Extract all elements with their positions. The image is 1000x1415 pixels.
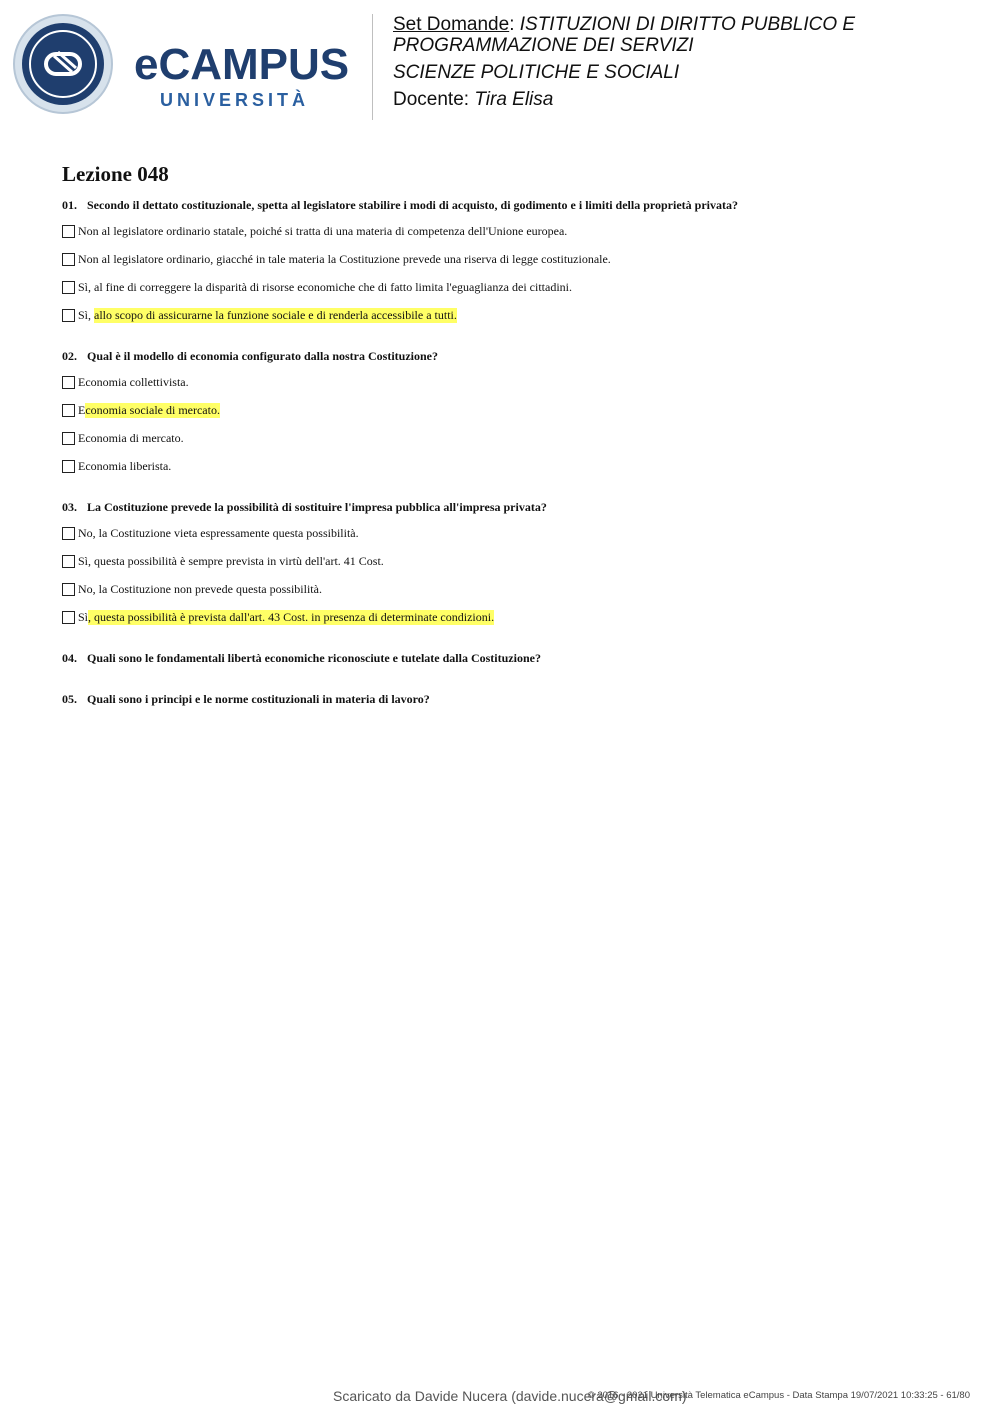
answer-highlight: allo scopo di assicurarne la funzione sociale e di renderla accessibile a tutti. bbox=[94, 308, 457, 322]
lesson-title: Lezione 048 bbox=[62, 162, 169, 186]
download-watermark: Scaricato da Davide Nucera (davide.nucera@gmail.com) bbox=[333, 1388, 687, 1404]
course-title-1: ISTITUZIONI DI DIRITTO PUBBLICO E bbox=[519, 14, 856, 35]
teacher-name: Tira Elisa bbox=[474, 89, 554, 110]
teacher-label: Docente: bbox=[393, 89, 470, 110]
checkbox[interactable] bbox=[62, 253, 75, 266]
question-text: Quali sono le fondamentali libertà economiche riconosciute e tutelate dalla Costituzione? bbox=[87, 651, 541, 665]
header-divider bbox=[372, 14, 373, 120]
question-02 bbox=[62, 349, 438, 364]
question-03 bbox=[62, 500, 547, 515]
course-title-2: PROGRAMMAZIONE DEI SERVIZI bbox=[393, 35, 694, 56]
ecampus-logo bbox=[12, 12, 357, 116]
checkbox[interactable] bbox=[62, 404, 75, 417]
answer-text: Economia di mercato. bbox=[78, 431, 184, 445]
set-label: Set Domande bbox=[393, 14, 510, 35]
answer-text: Sì, questa possibilità è sempre prevista in virtù dell'art. 41 Cost. bbox=[78, 554, 384, 568]
question-04 bbox=[62, 651, 541, 666]
logo-wordmark: eCAMPUS bbox=[134, 40, 350, 89]
answer-option-correct[interactable] bbox=[62, 609, 494, 626]
question-text: Secondo il dettato costituzionale, spetta al legislatore stabilire i modi di acquisto, di godimento e i limiti della proprietà privata? bbox=[87, 198, 738, 212]
checkbox[interactable] bbox=[62, 527, 75, 540]
answer-text: Sì, bbox=[78, 308, 95, 322]
answer-option[interactable] bbox=[62, 525, 359, 542]
checkbox[interactable] bbox=[62, 376, 75, 389]
question-number: 01. bbox=[62, 198, 77, 212]
question-text: Qual è il modello di economia configurato dalla nostra Costituzione? bbox=[87, 349, 438, 363]
checkbox[interactable] bbox=[62, 281, 75, 294]
answer-text: No, la Costituzione vieta espressamente questa possibilità. bbox=[78, 526, 359, 540]
teacher-line bbox=[393, 89, 983, 110]
answer-text: No, la Costituzione non prevede questa possibilità. bbox=[78, 582, 322, 596]
answer-option-correct[interactable] bbox=[62, 402, 220, 419]
answer-text: E bbox=[78, 403, 86, 417]
answer-highlight: , questa possibilità è prevista dall'art. 43 Cost. in presenza di determinate condizioni. bbox=[88, 610, 495, 624]
checkbox[interactable] bbox=[62, 225, 75, 238]
checkbox[interactable] bbox=[62, 555, 75, 568]
course-line-1: Set Domande: ISTITUZIONI DI DIRITTO PUBBLICO E bbox=[393, 14, 856, 35]
checkbox[interactable] bbox=[62, 460, 75, 473]
answer-text: Sì bbox=[78, 610, 89, 624]
question-01 bbox=[62, 198, 738, 213]
answer-text: Economia liberista. bbox=[78, 459, 172, 473]
question-text: La Costituzione prevede la possibilità di sostituire l'impresa pubblica all'impresa privata? bbox=[87, 500, 547, 514]
answer-option[interactable] bbox=[62, 374, 189, 391]
checkbox[interactable] bbox=[62, 432, 75, 445]
answer-option[interactable] bbox=[62, 430, 184, 447]
logo-subtext: UNIVERSITÀ bbox=[160, 90, 310, 110]
question-text: Quali sono i principi e le norme costituzionali in materia di lavoro? bbox=[87, 692, 430, 706]
answer-option[interactable] bbox=[62, 458, 171, 475]
answer-option-correct[interactable] bbox=[62, 307, 457, 324]
answer-option[interactable] bbox=[62, 251, 611, 268]
answer-option[interactable] bbox=[62, 581, 322, 598]
answer-option[interactable] bbox=[62, 553, 384, 570]
answer-highlight: conomia sociale di mercato. bbox=[85, 403, 220, 417]
checkbox[interactable] bbox=[62, 583, 75, 596]
question-number: 03. bbox=[62, 500, 77, 514]
answer-option[interactable] bbox=[62, 223, 567, 240]
answer-option[interactable] bbox=[62, 279, 572, 296]
answer-text: Non al legislatore ordinario, giacché in tale materia la Costituzione prevede una riserva di legge costituzionale. bbox=[78, 252, 611, 266]
question-number: 02. bbox=[62, 349, 77, 363]
answer-text: Sì, al fine di correggere la disparità di risorse economiche che di fatto limita l'eguaglianza dei cittadini. bbox=[78, 280, 572, 294]
question-number: 04. bbox=[62, 651, 77, 665]
answer-text: Economia collettivista. bbox=[78, 375, 189, 389]
question-number: 05. bbox=[62, 692, 77, 706]
checkbox[interactable] bbox=[62, 309, 75, 322]
question-05 bbox=[62, 692, 430, 707]
print-info: © 2016 - 2021 Università Telematica eCampus - Data Stampa 19/07/2021 10:33:25 - 61/80 bbox=[587, 1390, 970, 1401]
answer-text: Non al legislatore ordinario statale, poiché si tratta di una materia di competenza dell'Unione europea. bbox=[78, 224, 568, 238]
header-info bbox=[393, 14, 983, 110]
faculty: SCIENZE POLITICHE E SOCIALI bbox=[393, 62, 680, 83]
checkbox[interactable] bbox=[62, 611, 75, 624]
